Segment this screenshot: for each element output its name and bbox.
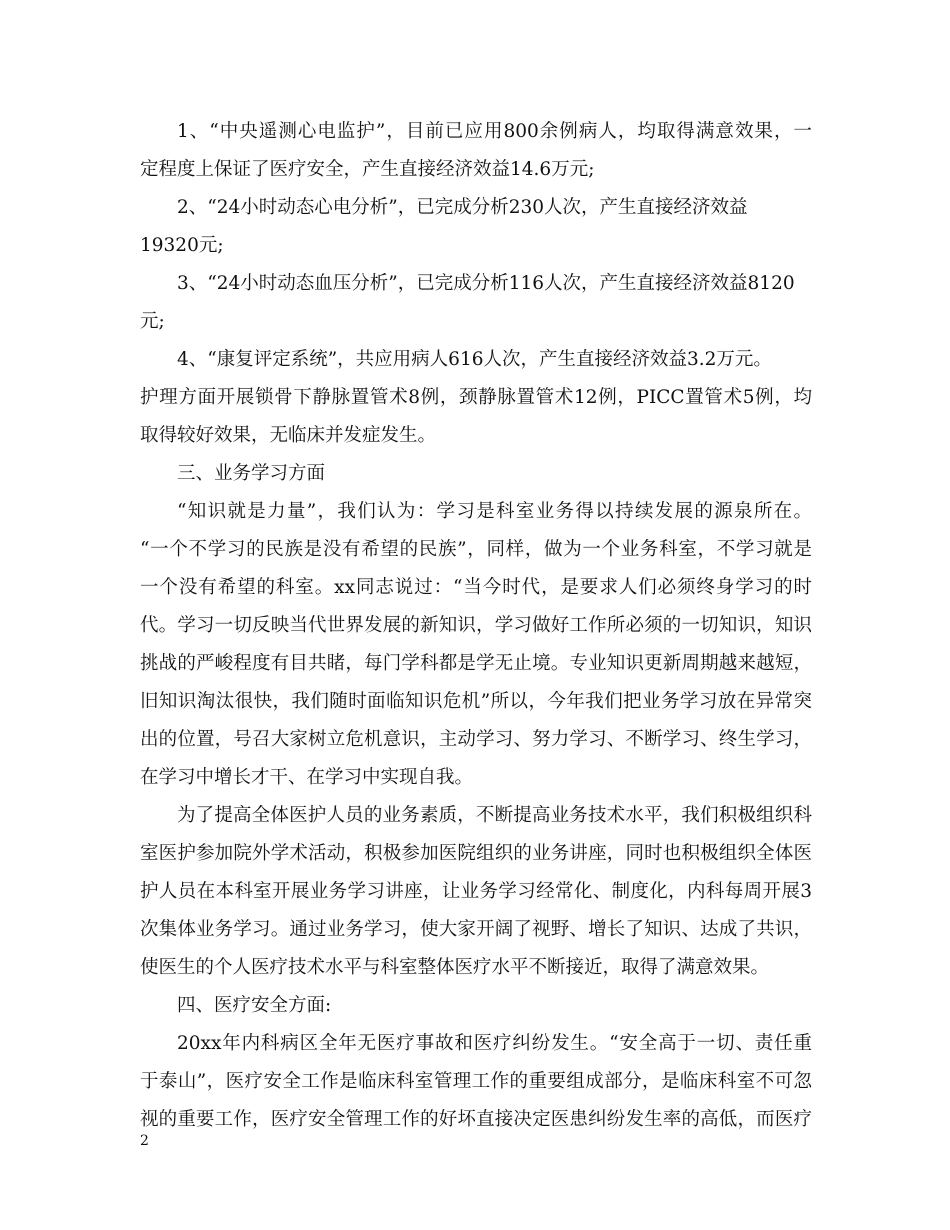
text-line: 旧知识淘汰很快，我们随时面临知识危机”所以，今年我们把业务学习放在异常突 (140, 691, 812, 712)
text-line: 元; (140, 311, 165, 332)
text-line: 护理方面开展锁骨下静脉置管术8例，颈静脉置管术12例，PICC置管术5例，均 (140, 387, 812, 408)
text-line: 定程度上保证了医疗安全，产生直接经济效益14.6万元; (140, 159, 595, 180)
section-heading: 四、医疗安全方面: (177, 995, 332, 1016)
text-line: 护人员在本科室开展业务学习讲座，让业务学习经常化、制度化，内科每周开展3 (140, 881, 812, 902)
text-line: 视的重要工作，医疗安全管理工作的好坏直接决定医患纠纷发生率的高低，而医疗 (140, 1109, 812, 1130)
text-line: 于泰山”，医疗安全工作是临床科室管理工作的重要组成部分，是临床科室不可忽 (140, 1071, 812, 1092)
text-line: 使医生的个人医疗技术水平与科室整体医疗水平不断接近，取得了满意效果。 (140, 957, 770, 978)
text-line: 次集体业务学习。通过业务学习，使大家开阔了视野、增长了知识、达成了共识， (140, 919, 812, 940)
text-line: 20xx年内科病区全年无医疗事故和医疗纠纷发生。“安全高于一切、责任重 (177, 1033, 812, 1054)
text-line: 19320元; (140, 235, 224, 256)
text-line: 为了提高全体医护人员的业务素质，不断提高业务技术水平，我们积极组织科 (177, 805, 812, 826)
section-heading: 三、业务学习方面 (177, 463, 326, 484)
text-line: 1、“中央遥测心电监护”，目前已应用800余例病人，均取得满意效果，一 (177, 121, 812, 142)
text-line: “一个不学习的民族是没有希望的民族”，同样，做为一个业务科室，不学习就是 (140, 539, 812, 560)
text-line: 出的位置，号召大家树立危机意识，主动学习、努力学习、不断学习、终生学习， (140, 729, 812, 750)
text-line: 在学习中增长才干、在学习中实现自我。 (140, 767, 474, 788)
text-line: “知识就是力量”，我们认为：学习是科室业务得以持续发展的源泉所在。 (177, 501, 812, 522)
page-number: 2 (140, 1133, 149, 1149)
text-line: 2、“24小时动态心电分析”，已完成分析230人次，产生直接经济效益 (177, 197, 748, 218)
text-line: 3、“24小时动态血压分析”，已完成分析116人次，产生直接经济效益8120 (177, 273, 795, 294)
text-line: 4、“康复评定系统”，共应用病人616人次，产生直接经济效益3.2万元。 (177, 349, 772, 370)
text-line: 代。学习一切反映当代世界发展的新知识，学习做好工作所必须的一切知识，知识 (140, 615, 812, 636)
text-line: 挑战的严峻程度有目共睹，每门学科都是学无止境。专业知识更新周期越来越短， (140, 653, 812, 674)
text-line: 一个没有希望的科室。xx同志说过：“当今时代，是要求人们必须终身学习的时 (140, 577, 812, 598)
text-line: 取得较好效果，无临床并发症发生。 (140, 425, 437, 446)
text-line: 室医护参加院外学术活动，积极参加医院组织的业务讲座，同时也积极组织全体医 (140, 843, 812, 864)
